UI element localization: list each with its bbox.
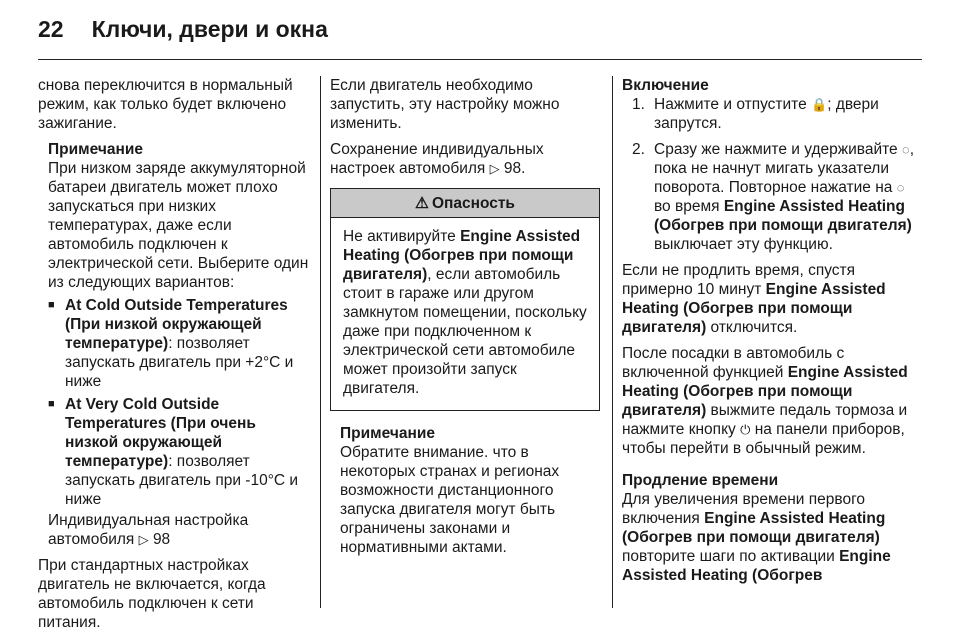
remote-start-icon: ◌ — [896, 180, 905, 195]
paragraph: Если двигатель необходимо запустить, эту настройку можно изменить. — [330, 77, 560, 132]
note-text: При низком заряде аккумуляторной батареи двигатель может плохо запускаться при низких температурах, даже если автомобиль подключен к электрической сети. Выберите один из следующих вариантов: — [48, 160, 309, 291]
ref-arrow-icon: ▷ — [138, 532, 149, 547]
paragraph-text: на панели приборов, чтобы перейти в обычный режим. — [622, 421, 905, 457]
step-number: 1. — [632, 96, 645, 113]
paragraph-text: Сохранение индивидуальных настроек автомобиля — [330, 141, 544, 177]
danger-header — [331, 189, 599, 218]
column-3 — [622, 76, 914, 585]
paragraph-text: выжмите педаль тормоза и нажмите кнопку — [622, 402, 908, 438]
danger-title: Опасность — [431, 194, 515, 212]
paragraph-text: повторите шаги по активации — [622, 548, 840, 565]
power-button-icon: ⏻ — [740, 422, 751, 437]
danger-box — [330, 188, 600, 411]
feature-name: Engine Assisted Heating (Обогрев при помощи двигателя) — [622, 281, 886, 336]
paragraph — [38, 511, 310, 549]
paragraph-text: Индивидуальная настройка автомобиля — [48, 512, 249, 548]
column-divider-1 — [320, 76, 321, 608]
note-block — [38, 140, 310, 292]
option-text: : позволяет запускать двигатель при +2°C и ниже — [65, 335, 294, 390]
lock-icon: 🔒 — [811, 97, 828, 112]
step-text: ; двери запрутся. — [654, 96, 879, 132]
column-2 — [330, 76, 600, 557]
step-text: , пока не начнут мигать указатели поворота. Повторное нажатие на — [654, 141, 915, 196]
page-number: 22 — [38, 16, 64, 42]
remote-start-icon: ◌ — [901, 142, 910, 157]
step-text: Нажмите и отпустите — [654, 96, 812, 113]
section-title: Включение — [622, 77, 709, 94]
feature-name: Engine Assisted Heating (Обогрев при помощи двигателя) — [622, 510, 886, 546]
paragraph-text: Для увеличения времени первого включения — [622, 491, 865, 527]
bullet-item — [38, 395, 310, 509]
step-text: выключает эту функцию. — [654, 236, 833, 253]
step-item — [622, 95, 914, 133]
paragraph: При стандартных настройках двигатель не включается, когда автомобиль подключен к сети питания. — [38, 557, 266, 631]
paragraph — [622, 490, 914, 585]
square-bullet-icon: ■ — [48, 398, 55, 410]
paragraph-text: отключится. — [706, 319, 798, 336]
feature-name: Engine Assisted Heating (Обогрев при помощи двигателя) — [622, 364, 908, 419]
paragraph — [622, 344, 914, 458]
note-title: Примечание — [340, 425, 435, 442]
feature-name: Engine Assisted Heating (Обогрев при помощи двигателя) — [343, 228, 581, 283]
option-name: At Cold Outside Temperatures (При низкой окружающей температуре) — [65, 297, 288, 352]
page-title: Ключи, двери и окна — [91, 16, 328, 42]
paragraph-text: После посадки в автомобиль с включенной функцией — [622, 345, 845, 381]
section-title: Продление времени — [622, 472, 779, 489]
feature-name: Engine Assisted Heating (Обогрев при помощи двигателя) — [654, 198, 912, 234]
page-header — [38, 16, 328, 46]
danger-text: , если автомобиль стоит в гараже или другом замкнутом помещении, поскольку даже при подключенном к электрической сети автомобиле может произойти запуск двигателя. — [343, 266, 587, 397]
paragraph-text: Если не продлить время, спустя примерно 10 минут — [622, 262, 856, 298]
note-text: Обратите внимание. что в некоторых странах и регионах возможности дистанционного запуска двигателя могут быть ограничены законами и нормативными актами. — [340, 444, 560, 556]
paragraph: снова переключится в нормальный режим, как только будет включено зажигание. — [38, 77, 293, 132]
bullet-item — [38, 296, 310, 391]
column-1 — [38, 76, 310, 632]
page-reference[interactable]: 98. — [503, 160, 526, 177]
option-name: At Very Cold Outside Temperatures (При очень низкой окружающей температуре) — [65, 396, 256, 470]
column-divider-2 — [612, 76, 613, 608]
note-block — [330, 424, 600, 557]
option-text: : позволяет запускать двигатель при -10°C и ниже — [65, 453, 299, 508]
step-text: Сразу же нажмите и удерживайте — [654, 141, 902, 158]
feature-name: Engine Assisted Heating (Обогрев — [622, 548, 891, 584]
danger-text: Не активируйте — [343, 228, 461, 245]
header-divider — [38, 59, 922, 60]
step-text: во время — [654, 198, 724, 215]
danger-body — [331, 218, 599, 410]
step-number: 2. — [632, 141, 645, 158]
square-bullet-icon: ■ — [48, 299, 55, 311]
note-title: Примечание — [48, 141, 143, 158]
paragraph — [622, 261, 914, 337]
ref-arrow-icon: ▷ — [489, 161, 500, 176]
page-reference[interactable]: 98 — [152, 531, 171, 548]
warning-triangle-icon: ⚠ — [415, 194, 429, 212]
step-item — [622, 140, 914, 254]
paragraph — [330, 140, 600, 178]
